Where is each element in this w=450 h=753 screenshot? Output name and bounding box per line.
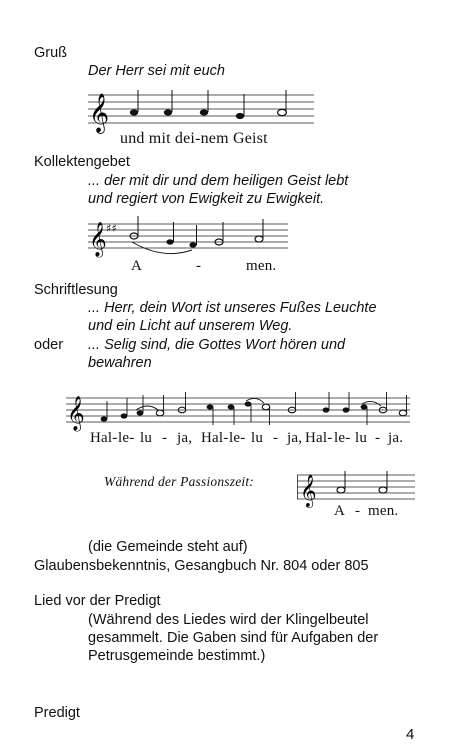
halleluja-syllable: lu [355,430,368,446]
passion-lyric-dash: - [355,503,361,519]
gruss-staff [88,86,318,132]
lied-line3: Petrusgemeinde bestimmt.) [88,648,266,664]
gruss-lyrics: und mit dei-nem Geist [120,130,268,147]
sharp-icon: ♯♯ [106,222,117,235]
schrift-line2: und ein Licht auf unserem Weg. [88,318,293,334]
halleluja-staff [66,390,416,430]
kollekte-staff [88,216,293,260]
halleluja-syllable: ja. [388,430,404,446]
halleluja-syllable: Hal- [201,430,229,446]
page-number: 4 [406,726,415,743]
halleluja-syllable: ja, [287,430,303,446]
schrift-line1: ... Herr, dein Wort ist unseres Fußes Leuchte [88,300,377,316]
treble-clef-icon: 𝄞 [300,474,317,507]
halleluja-syllable: - [375,430,381,446]
schrift-heading: Schriftlesung [34,282,118,298]
halleluja-syllable: ja, [177,430,193,446]
halleluja-syllable: lu [140,430,153,446]
halleluja-syllable: le- [334,430,351,446]
kollekte-lyric-dash: - [196,258,202,274]
halleluja-syllable: - [162,430,168,446]
halleluja-syllable: - [273,430,279,446]
kollekte-heading: Kollektengebet [34,154,130,170]
gruss-text: Der Herr sei mit euch [88,63,225,79]
halleluja-syllable: le- [229,430,246,446]
treble-clef-icon: 𝄞 [89,93,110,133]
kollekte-lyric-men: men. [246,258,277,274]
halleluja-syllable: Hal- [305,430,333,446]
treble-clef-icon: 𝄞 [89,222,107,257]
lied-line2: gesammelt. Die Gaben sind für Aufgaben der [88,630,379,646]
halleluja-syllable: Hal- [90,430,118,446]
passion-lyric-men: men. [368,503,399,519]
passion-label: Während der Passionszeit: [104,474,254,489]
glaube-note: (die Gemeinde steht auf) [88,539,248,555]
treble-clef-icon: 𝄞 [67,396,85,431]
oder-label: oder [34,337,64,353]
schrift-line3: ... Selig sind, die Gottes Wort hören und [88,337,346,353]
lied-heading: Lied vor der Predigt [34,593,161,609]
halleluja-syllable: le- [118,430,135,446]
halleluja-syllable: lu [251,430,264,446]
gruss-heading: Gruß [34,45,68,61]
kollekte-line2: und regiert von Ewigkeit zu Ewigkeit. [88,191,325,207]
lied-line1: (Während des Liedes wird der Klingelbeutel [88,612,369,628]
glaube-line: Glaubensbekenntnis, Gesangbuch Nr. 804 oder 805 [34,558,369,574]
predigt-heading: Predigt [34,705,80,721]
passion-staff [297,469,419,505]
passion-lyric-a: A [334,503,346,519]
kollekte-line1: ... der mit dir und dem heiligen Geist lebt [88,173,349,189]
schrift-line4: bewahren [88,355,152,371]
kollekte-lyric-a: A [131,258,143,274]
